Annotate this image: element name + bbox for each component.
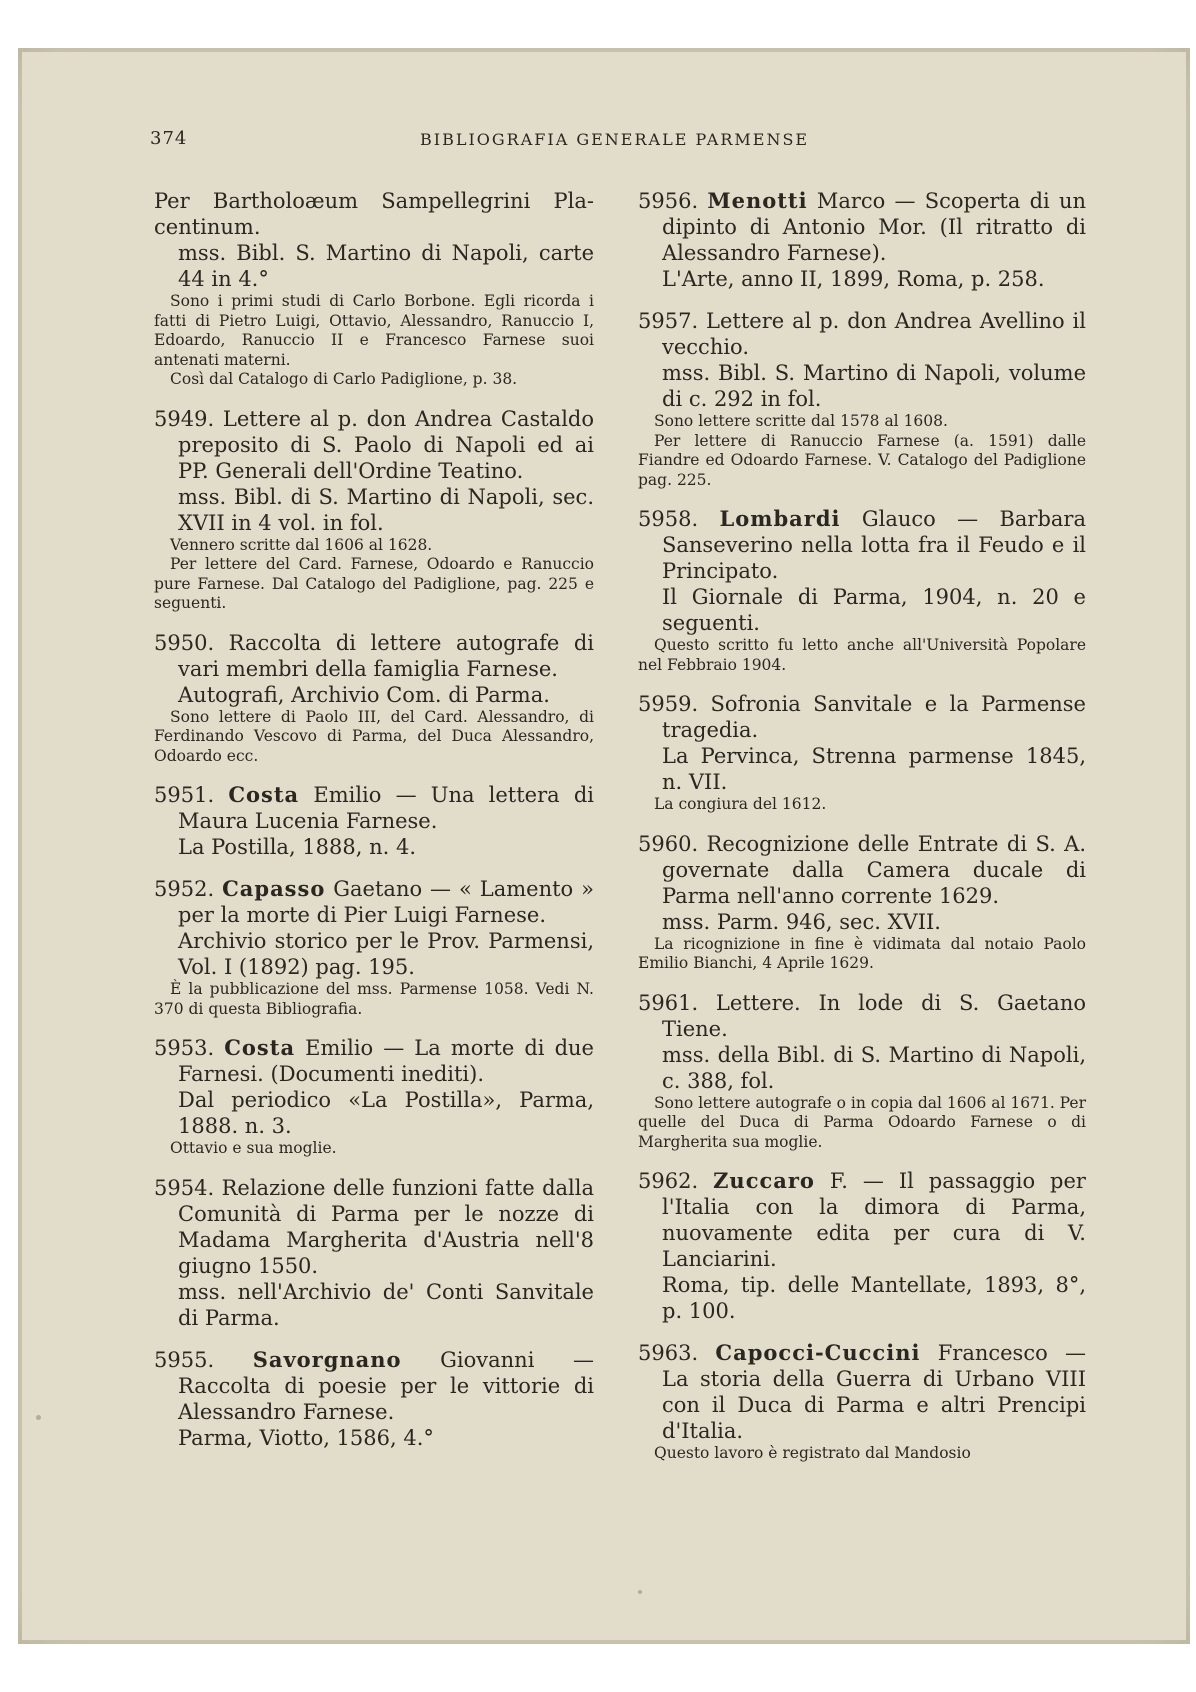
entry-source: Parma, Viotto, 1586, 4.° [178, 1425, 434, 1450]
entry-note: Sono lettere autografe o in copia dal 1606 al 1671. Per quelle del Duca di Parma Odoardo Farnese o di Margherita sua moglie. [638, 1093, 1087, 1151]
running-title: BIBLIOGRAFIA GENERALE PARMENSE [420, 130, 810, 149]
bibliography-entry [638, 308, 1086, 490]
bibliography-entry [154, 630, 594, 767]
entry-text: 5962. Zuccaro F. — Il passaggio per l'Italia con la dimora di Parma, nuovamente edita per cura di V. Lanciarini. [638, 1168, 1086, 1271]
entry-text: 5957. Lettere al p. don Andrea Avellino il vecchio. [638, 309, 1086, 359]
entry-source: mss. Parm. 946, sec. XVII. [662, 909, 941, 934]
bibliography-entry [154, 406, 594, 614]
bibliography-entry [638, 188, 1086, 292]
entry-note: Questo scritto fu letto anche all'Università Popolare nel Febbraio 1904. [638, 636, 1086, 674]
bibliography-entry [154, 876, 594, 1019]
entry-number: 5952. [154, 877, 215, 901]
entry-text: 5955. Savorgnano Giovanni — Raccolta di poesie per le vittorie di Alessandro Farnese. [154, 1346, 594, 1424]
entry-number: 5953. [154, 1036, 215, 1060]
entry-source: Autografi, Archivio Com. di Parma. [178, 682, 550, 707]
entry-number: 5961. [638, 990, 699, 1015]
entry-number: 5962. [638, 1169, 699, 1193]
bibliography-entry [638, 990, 1086, 1153]
entry-source: mss. della Bibl. di S. Martino di Napoli, c. 388, fol. [662, 1042, 1086, 1093]
entry-text: 5950. Raccolta di lettere autografe di vari membri della famiglia Farnese. [154, 630, 594, 681]
entry-note: Per lettere del Card. Farnese, Odoardo e Ranuccio pure Farnese. Dal Catalogo del Padiglione, pag. 225 e seguenti. [154, 555, 594, 612]
entry-author-surname: Lombardi [719, 506, 841, 531]
entry-author-surname: Capocci-Cuccini [715, 1340, 921, 1365]
entry-source: Roma, tip. delle Mantellate, 1893, 8°, p. 100. [662, 1273, 1086, 1323]
entry-text: 5954. Relazione delle funzioni fatte dalla Comunità di Parma per le nozze di Madama Margherita d'Austria nell'8 giugno 1550. [154, 1175, 594, 1278]
bibliography-entry [638, 506, 1086, 675]
entry-author-surname: Capasso [222, 876, 326, 901]
bibliography-entry [154, 1347, 594, 1451]
entry-source: La Postilla, 1888, n. 4. [178, 835, 417, 859]
entry-note: Per lettere di Ranuccio Farnese (a. 1591) dalle Fiandre ed Odoardo Farnese. V. Catalogo del Padiglione pag. 225. [638, 431, 1086, 489]
entry-text: 5961. Lettere. In lode di S. Gaetano Tiene. [638, 990, 1086, 1041]
entry-text: 5959. Sofronia Sanvitale e la Parmense tragedia. [638, 692, 1086, 742]
entry-text: 5963. Capocci-Cuccini Francesco — La storia della Guerra di Urbano VIII con il Duca di Parma e altri Prencipi d'Italia. [638, 1340, 1086, 1443]
entry-note: Vennero scritte dal 1606 al 1628. [170, 535, 433, 554]
left-column [154, 188, 594, 1467]
page-number: 374 [150, 128, 188, 149]
bibliography-entry [154, 1035, 594, 1159]
entry-note: La ricognizione in fine è vidimata dal notaio Paolo Emilio Bianchi, 4 Aprile 1629. [638, 934, 1086, 972]
entry-author-surname: Zuccaro [713, 1168, 815, 1193]
bibliography-entry [638, 1340, 1086, 1464]
bibliography-entry [154, 782, 594, 860]
entry-source: mss. Bibl. di S. Martino di Napoli, sec. XVII in 4 vol. in fol. [178, 484, 594, 535]
entry-number: 5960. [638, 831, 699, 856]
entry-text: 5949. Lettere al p. don Andrea Castaldo preposito di S. Paolo di Napoli ed ai PP. Generali dell'Ordine Teatino. [154, 406, 595, 483]
entry-author-surname: Savorgnano [252, 1346, 402, 1372]
entry-note: Ottavio e sua moglie. [170, 1139, 337, 1157]
entry-number: 5949. [154, 406, 215, 431]
bibliography-entry [154, 1175, 594, 1331]
entry-source: mss. Bibl. S. Martino di Napoli, volume di c. 292 in fol. [662, 361, 1086, 411]
entry-number: 5957. [638, 309, 699, 333]
paper-speck [36, 1415, 41, 1420]
entry-number: 5963. [638, 1341, 699, 1365]
entry-note: Sono i primi studi di Carlo Borbone. Egli ricorda i fatti di Pietro Luigi, Ottavio, Alessandro, Ranuccio I, Edoardo, Ranuccio II e Francesco Farnese suoi antenati materni. [154, 292, 594, 369]
entry-text: 5958. Lombardi Glauco — Barbara Sanseverino nella lotta fra il Feudo e il Principato. [638, 506, 1086, 583]
paper-speck [638, 1590, 642, 1594]
entry-note: Sono lettere di Paolo III, del Card. Alessandro, di Ferdinando Vescovo di Parma, del Duca Alessandro, Odoardo ecc. [154, 707, 594, 765]
bibliography-entry [638, 831, 1086, 974]
entry-number: 5950. [154, 630, 215, 655]
entry-number: 5954. [154, 1175, 215, 1200]
entry-text: 5953. Costa Emilio — La morte di due Farnesi. (Documenti inediti). [154, 1035, 594, 1086]
entry-number: 5959. [638, 692, 699, 716]
entry-source: Il Giornale di Parma, 1904, n. 20 e seguenti. [662, 585, 1086, 635]
entry-author-surname: Costa [228, 782, 300, 807]
entry-number: 5956. [638, 189, 699, 213]
entry-source: mss. Bibl. S. Martino di Napoli, carte 44 in 4.° [178, 241, 594, 291]
entry-author-surname: Menotti [707, 188, 808, 213]
entry-source: mss. nell'Archivio de' Conti Sanvitale di Parma. [178, 1279, 594, 1330]
entry-number: 5955. [154, 1347, 215, 1372]
entry-note: È la pubblicazione del mss. Parmense 1058. Vedi N. 370 di questa Bibliografia. [154, 980, 594, 1018]
bibliography-entry-continued [154, 188, 594, 390]
entry-text: 5951. Costa Emilio — Una lettera di Maura Lucenia Farnese. [154, 782, 594, 833]
entry-source: Archivio storico per le Prov. Parmensi, Vol. I (1892) pag. 195. [178, 929, 594, 979]
entry-number: 5951. [154, 783, 215, 807]
entry-source: L'Arte, anno II, 1899, Roma, p. 258. [662, 267, 1045, 291]
bibliography-entry [638, 1168, 1086, 1324]
entry-text: 5956. Menotti Marco — Scoperta di un dipinto di Antonio Mor. (Il ritratto di Alessandro Farnese). [638, 188, 1086, 265]
entry-source: La Pervinca, Strenna parmense 1845, n. VII. [662, 744, 1086, 794]
entry-text: 5952. Capasso Gaetano — « Lamento » per la morte di Pier Luigi Farnese. [154, 876, 594, 927]
entry-number: 5958. [638, 507, 699, 531]
entry-text: Per Bartholoæum Sampellegrini Pla- centinum. [154, 189, 594, 239]
entry-author-surname: Costa [224, 1035, 296, 1060]
entry-source: Dal periodico «La Postilla», Parma, 1888. n. 3. [178, 1088, 594, 1138]
entry-note: La congiura del 1612. [654, 795, 827, 813]
entry-note: Sono lettere scritte dal 1578 al 1608. [654, 412, 948, 430]
bibliography-entry [638, 691, 1086, 815]
entry-text: 5960. Recognizione delle Entrate di S. A. governate dalla Camera ducale di Parma nell'anno corrente 1629. [638, 831, 1086, 908]
entry-note: Questo lavoro è registrato dal Mandosio [654, 1444, 971, 1462]
right-column [638, 188, 1086, 1480]
entry-note: Così dal Catalogo di Carlo Padiglione, p. 38. [170, 370, 518, 388]
